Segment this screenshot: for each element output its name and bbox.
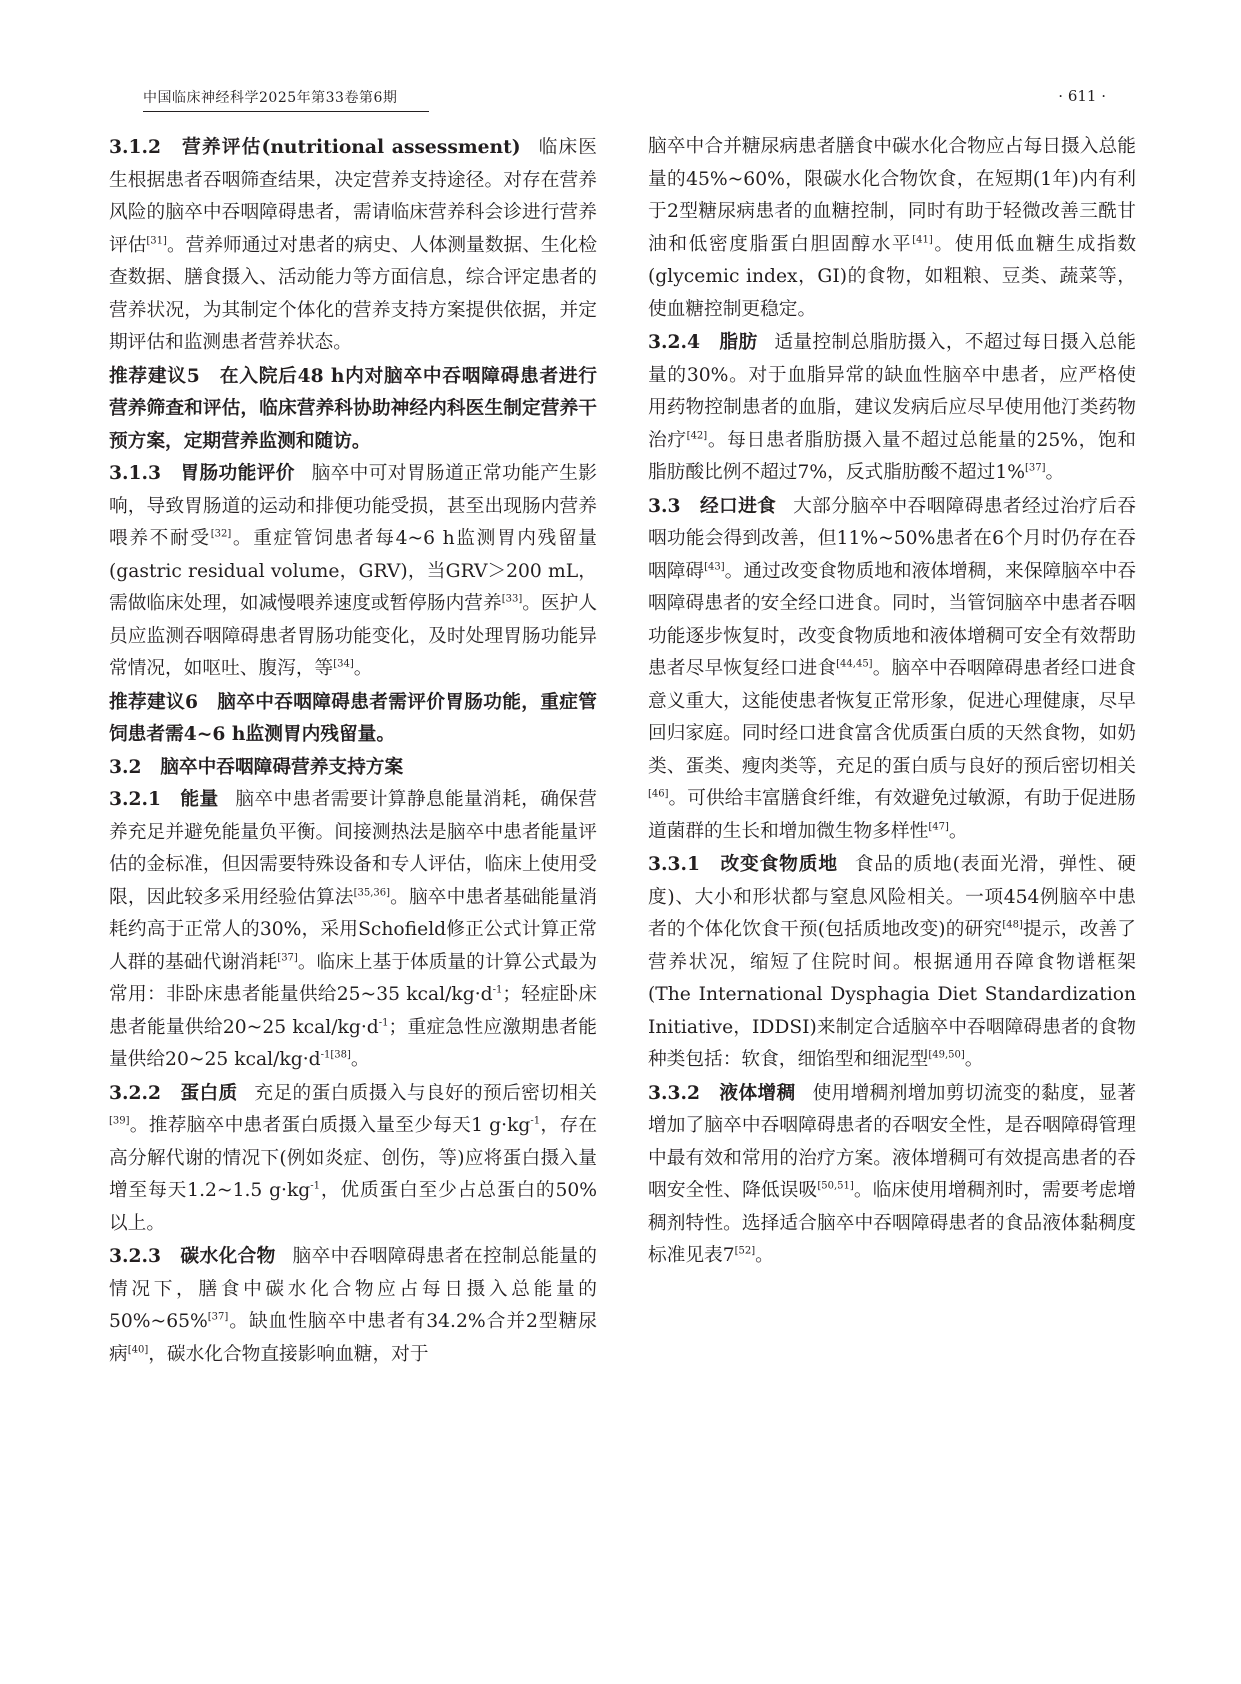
citation: [33] xyxy=(501,593,523,605)
citation: [32] xyxy=(210,528,232,540)
recommendation-5: 推荐建议5 在入院后48 h内对脑卒中吞咽障碍患者进行营养筛查和评估，临床营养科协助神经内科医生制定营养干预方案，定期营养监测和随访。 xyxy=(109,364,597,452)
citation: [44,45] xyxy=(836,658,873,670)
section-heading: 3.3 经口进食 xyxy=(648,494,777,517)
citation: [50,51] xyxy=(817,1180,854,1192)
body-text: 提示，改善了营养状况，缩短了住院时间。根据通用吞障食物谱框架(The International Dysphagia Diet Standardization Initiative，IDDSI)来制定合适脑卒中吞咽障碍患者的食物种类包括：软食，细馅型和细泥型 xyxy=(648,919,1136,1070)
section-heading: 3.2.1 能量 xyxy=(109,788,219,810)
superscript: -1 xyxy=(492,984,503,996)
section-heading: 3.1.3 胃肠功能评价 xyxy=(109,462,295,484)
citation: [47] xyxy=(928,821,949,832)
body-text: 。临床上基于体质量的计算公式最为常用：非卧床患者能量供给25~35 kcal/kg·d xyxy=(109,951,598,1005)
body-text: ，碳水化合物直接影响血糖，对于 xyxy=(148,1343,429,1365)
body-text: 。脑卒中患者基础能量消耗约高于正常人的30%，采用Schofield修正公式计算正常人群的基础代谢消耗 xyxy=(109,886,598,973)
citation: [49,50] xyxy=(928,1049,965,1061)
section-3-2-2 xyxy=(109,1077,597,1241)
citation: [48] xyxy=(1002,919,1023,931)
body-text: 大部分脑卒中吞咽障碍患者经过治疗后吞咽功能会得到改善，但11%~50%患者在6个月时仍存在吞咽障碍 xyxy=(648,495,1137,582)
section-3-3 xyxy=(648,490,1136,849)
body-text: ，存在高分解代谢的情况下(例如炎症、创伤，等)应将蛋白摄入量增至每天1.2~1.5 g·kg xyxy=(109,1115,598,1201)
section-3-2-3-continued xyxy=(648,131,1136,326)
citation: [37] xyxy=(277,952,298,963)
body-text: 脑卒中可对胃肠道正常功能产生影响，导致胃肠道的运动和排便功能受损，甚至出现肠内营养喂养不耐受 xyxy=(109,463,597,549)
body-text: 临床医生根据患者吞咽筛查结果，决定营养支持途径。对存在营养风险的脑卒中吞咽障碍患者，需请临床营养科会诊进行营养评估 xyxy=(109,137,597,256)
running-head: 中国临床神经科学2025年第33卷第6期 xyxy=(143,90,398,106)
citation: [43] xyxy=(704,561,725,572)
body-text: 适量控制总脂肪摄入，不超过每日摄入总能量的30%。对于血脂异常的缺血性脑卒中患者，应严格使用药物控制患者的血脂，建议发病后应尽早使用他汀类药物治疗 xyxy=(648,332,1136,451)
body-text: 。 xyxy=(755,1245,774,1266)
section-3-2-3 xyxy=(109,1240,597,1371)
body-text: 。 xyxy=(350,1049,370,1070)
body-text: 。每日患者脂肪摄入量不超过总能量的25%，饱和脂肪酸比例不超过7%，反式脂肪酸不超过1% xyxy=(648,429,1136,483)
body-text: 。 xyxy=(1045,462,1065,483)
page-number: · 611 · xyxy=(1058,87,1106,105)
citation: [31] xyxy=(146,235,167,246)
section-heading: 3.2.2 蛋白质 xyxy=(109,1081,238,1104)
section-heading: 3.3.1 改变食物质地 xyxy=(648,853,838,875)
citation: [40] xyxy=(127,1344,149,1355)
body-text: 。营养师通过对患者的病史、人体测量数据、生化检查数据、膳食摄入、活动能力等方面信息，综合评定患者的营养状况，为其制定个体化的营养支持方案提供依据，并定期评估和监测患者营养状态。 xyxy=(109,234,598,353)
citation: [37] xyxy=(1024,462,1046,474)
citation: [46] xyxy=(648,788,669,800)
section-3-3-2 xyxy=(648,1077,1136,1273)
body-text: 脑卒中吞咽障碍患者在控制总能量的情况下，膳食中碳水化合物应占每日摄入总能量的50%~65% xyxy=(109,1246,597,1332)
body-text: 食品的质地(表面光滑，弹性、硬度)、大小和形状都与窒息风险相关。一项454例脑卒中患者的个体化饮食干预(包括质地改变)的研究 xyxy=(648,854,1136,940)
body-text: 。可供给丰富膳食纤维，有效避免过敏源，有助于促进肠道菌群的生长和增加微生物多样性 xyxy=(648,788,1136,842)
section-3-2-4 xyxy=(648,326,1136,490)
body-text: 脑卒中合并糖尿病患者膳食中碳水化合物应占每日摄入总能量的45%~60%，限碳水化合物饮食，在短期(1年)内有利于2型糖尿病患者的血糖控制，同时有助于轻微改善三酰甘油和低密度脂蛋白胆固醇水平 xyxy=(648,136,1136,255)
body-text: ，优质蛋白至少占总蛋白的50%以上。 xyxy=(109,1180,597,1234)
superscript: -1 xyxy=(530,1115,541,1127)
section-heading: 3.3.2 液体增稠 xyxy=(648,1081,796,1104)
section-3-1-3 xyxy=(109,457,597,686)
body-text: 。重症管饲患者每4~6 h监测胃内残留量(gastric residual volume，GRV)，当GRV＞200 mL，需做临床处理，如减慢喂养速度或暂停肠内营养 xyxy=(109,528,597,614)
body-text: 。 xyxy=(948,820,968,842)
section-3-2-heading: 3.2 脑卒中吞咽障碍营养支持方案 xyxy=(109,755,404,778)
superscript: -1[38] xyxy=(320,1049,351,1061)
superscript: -1 xyxy=(378,1017,389,1028)
body-text: 。推荐脑卒中患者蛋白质摄入量至少每天1 g·kg xyxy=(129,1115,531,1136)
section-heading: 3.1.2 营养评估(nutritional assessment) xyxy=(109,136,521,158)
body-text: 。临床使用增稠剂时，需要考虑增稠剂特性。选择适合脑卒中吞咽障碍患者的食品液体黏稠度标准见表7 xyxy=(648,1180,1137,1266)
recommendation-6: 推荐建议6 脑卒中吞咽障碍患者需评价胃肠功能，重症管饲患者需4~6 h监测胃内残留量。 xyxy=(109,690,597,745)
body-text: ；重症急性应激期患者能量供给20~25 kcal/kg·d xyxy=(109,1016,597,1070)
body-text: 。使用低血糖生成指数(glycemic index，GI)的食物，如粗粮、豆类、蔬菜等，使血糖控制更稳定。 xyxy=(648,233,1137,320)
citation: [41] xyxy=(912,234,933,245)
body-text: 。 xyxy=(964,1049,984,1070)
citation: [42] xyxy=(686,430,708,441)
citation: [52] xyxy=(734,1245,756,1257)
section-3-3-1 xyxy=(648,848,1136,1077)
citation: [34] xyxy=(333,658,354,670)
body-text: 。缺血性脑卒中患者有34.2%合并2型糖尿病 xyxy=(109,1311,597,1365)
body-text: 。通过改变食物质地和液体增稠，来保障脑卒中吞咽障碍患者的安全经口进食。同时，当管饲脑卒中患者吞咽功能逐步恢复时，改变食物质地和液体增稠可安全有效帮助患者尽早恢复经口进食 xyxy=(648,560,1137,679)
section-heading: 3.2.3 碳水化合物 xyxy=(109,1245,276,1267)
body-text: 脑卒中患者需要计算静息能量消耗，确保营养充足并避免能量负平衡。间接测热法是脑卒中患者能量评估的金标准，但因需要特殊设备和专人评估，临床上使用受限，因此较多采用经验估算法 xyxy=(109,789,597,908)
right-column xyxy=(648,131,1136,1273)
section-3-1-2 xyxy=(109,131,597,360)
header-rule xyxy=(143,111,429,112)
body-text: 。脑卒中吞咽障碍患者经口进食意义重大，这能使患者恢复正常形象，促进心理健康，尽早回归家庭。同时经口进食富含优质蛋白质的天然食物，如奶类、蛋类、瘦肉类等，充足的蛋白质与良好的预后密切相关 xyxy=(648,658,1137,777)
citation: [39] xyxy=(109,1115,130,1127)
body-text: 。医护人员应监测吞咽障碍患者胃肠功能变化，及时处理胃肠功能异常情况，如呕吐、腹泻，等 xyxy=(109,593,598,679)
citation: [37] xyxy=(207,1311,229,1323)
body-text: ；轻症卧床患者能量供给20~25 kcal/kg·d xyxy=(109,984,597,1038)
body-text: 使用增稠剂增加剪切流变的黏度，显著增加了脑卒中吞咽障碍患者的吞咽安全性，是吞咽障碍管理中最有效和常用的治疗方案。液体增稠可有效提高患者的吞咽安全性、降低误吸 xyxy=(648,1082,1137,1201)
section-heading: 3.2.4 脂肪 xyxy=(648,331,758,353)
citation: [35,36] xyxy=(353,887,391,898)
body-text: 。 xyxy=(353,658,373,679)
section-3-2-1 xyxy=(109,783,597,1077)
left-column xyxy=(109,131,597,1371)
body-text: 充足的蛋白质摄入与良好的预后密切相关 xyxy=(254,1082,597,1104)
superscript: -1 xyxy=(310,1180,321,1192)
